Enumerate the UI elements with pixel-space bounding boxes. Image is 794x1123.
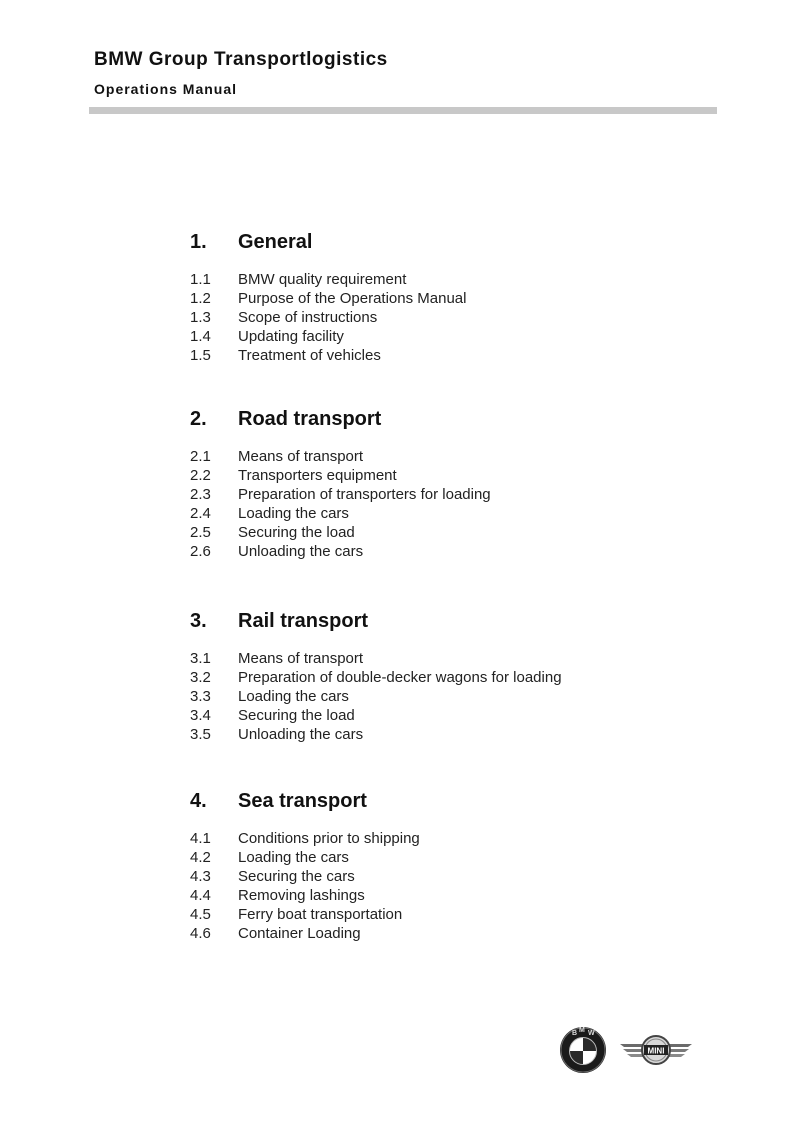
item-number: 3.5: [190, 726, 211, 743]
section-items: [190, 447, 710, 561]
section-heading: [190, 407, 710, 431]
toc-item: [190, 270, 710, 289]
item-label: Unloading the cars: [238, 726, 364, 743]
item-number: 1.2: [190, 290, 211, 307]
toc-item: [190, 905, 710, 924]
section-number: 2.: [190, 408, 207, 430]
document-subtitle: Operations Manual: [94, 81, 238, 97]
section-heading: [190, 230, 710, 254]
item-number: 4.6: [190, 925, 211, 942]
document-title: BMW Group Transportlogistics: [94, 49, 388, 70]
item-label: Removing lashings: [238, 887, 365, 904]
toc-item: [190, 485, 710, 504]
toc-item: [190, 687, 710, 706]
brand-logos-svg: [558, 1024, 698, 1076]
document-header: [94, 48, 734, 98]
item-number: 2.4: [190, 505, 211, 522]
item-label: Securing the load: [238, 707, 355, 724]
item-label: Loading the cars: [238, 505, 349, 522]
section-title: Rail transport: [238, 610, 369, 632]
toc-item: [190, 327, 710, 346]
section-title: Sea transport: [238, 790, 367, 812]
toc-item: [190, 725, 710, 744]
item-label: Preparation of transporters for loading: [238, 486, 491, 503]
toc-item: [190, 886, 710, 905]
mini-logo: [620, 1036, 692, 1064]
item-label: Transporters equipment: [238, 467, 397, 484]
item-number: 2.5: [190, 524, 211, 541]
item-number: 3.3: [190, 688, 211, 705]
section-items: [190, 270, 710, 365]
section-title: General: [238, 231, 313, 253]
item-number: 4.4: [190, 887, 211, 904]
item-number: 3.2: [190, 669, 211, 686]
item-label: Container Loading: [238, 925, 361, 942]
item-number: 3.4: [190, 707, 211, 724]
item-label: Loading the cars: [238, 849, 349, 866]
toc-item: [190, 289, 710, 308]
toc-item: [190, 308, 710, 327]
item-label: BMW quality requirement: [238, 271, 407, 288]
item-label: Purpose of the Operations Manual: [238, 290, 467, 307]
toc-item: [190, 523, 710, 542]
item-number: 4.3: [190, 868, 211, 885]
bmw-letter: M: [579, 1027, 585, 1034]
toc-section-sea-transport: [190, 789, 710, 943]
section-number: 4.: [190, 790, 207, 812]
item-label: Unloading the cars: [238, 543, 364, 560]
brand-logos: [558, 1024, 698, 1076]
section-heading: [190, 789, 710, 813]
bmw-logo: [560, 1027, 606, 1073]
toc-item: [190, 829, 710, 848]
toc-item: [190, 706, 710, 725]
bmw-letter: W: [588, 1030, 595, 1037]
item-number: 1.4: [190, 328, 211, 345]
toc-item: [190, 649, 710, 668]
item-label: Treatment of vehicles: [238, 347, 381, 364]
header-divider: [89, 107, 717, 114]
section-heading: [190, 609, 710, 633]
item-number: 4.1: [190, 830, 211, 847]
item-label: Securing the load: [238, 524, 355, 541]
item-label: Preparation of double-decker wagons for loading: [238, 669, 562, 686]
item-label: Updating facility: [238, 328, 344, 345]
item-label: Means of transport: [238, 448, 364, 465]
toc-section-rail-transport: [190, 609, 710, 744]
section-title: Road transport: [238, 408, 382, 430]
item-number: 2.3: [190, 486, 211, 503]
section-items: [190, 829, 710, 943]
item-number: 3.1: [190, 650, 211, 667]
item-number: 2.2: [190, 467, 211, 484]
item-label: Conditions prior to shipping: [238, 830, 420, 847]
item-label: Loading the cars: [238, 688, 349, 705]
toc-item: [190, 848, 710, 867]
item-number: 1.3: [190, 309, 211, 326]
toc-item: [190, 542, 710, 561]
toc-item: [190, 924, 710, 943]
toc-item: [190, 466, 710, 485]
item-label: Means of transport: [238, 650, 364, 667]
section-number: 3.: [190, 610, 207, 632]
toc-section-road-transport: [190, 407, 710, 561]
toc-item: [190, 504, 710, 523]
section-items: [190, 649, 710, 744]
item-number: 1.1: [190, 271, 211, 288]
item-number: 2.1: [190, 448, 211, 465]
toc-item: [190, 346, 710, 365]
toc-item: [190, 447, 710, 466]
mini-logo-text: MINI: [647, 1046, 665, 1056]
item-label: Ferry boat transportation: [238, 906, 403, 923]
item-label: Scope of instructions: [238, 309, 378, 326]
item-label: Securing the cars: [238, 868, 355, 885]
item-number: 4.2: [190, 849, 211, 866]
toc-section-general: [190, 230, 710, 365]
toc-item: [190, 867, 710, 886]
bmw-letter: B: [572, 1030, 578, 1037]
item-number: 2.6: [190, 543, 211, 560]
item-number: 4.5: [190, 906, 211, 923]
toc-item: [190, 668, 710, 687]
section-number: 1.: [190, 231, 207, 253]
item-number: 1.5: [190, 347, 211, 364]
